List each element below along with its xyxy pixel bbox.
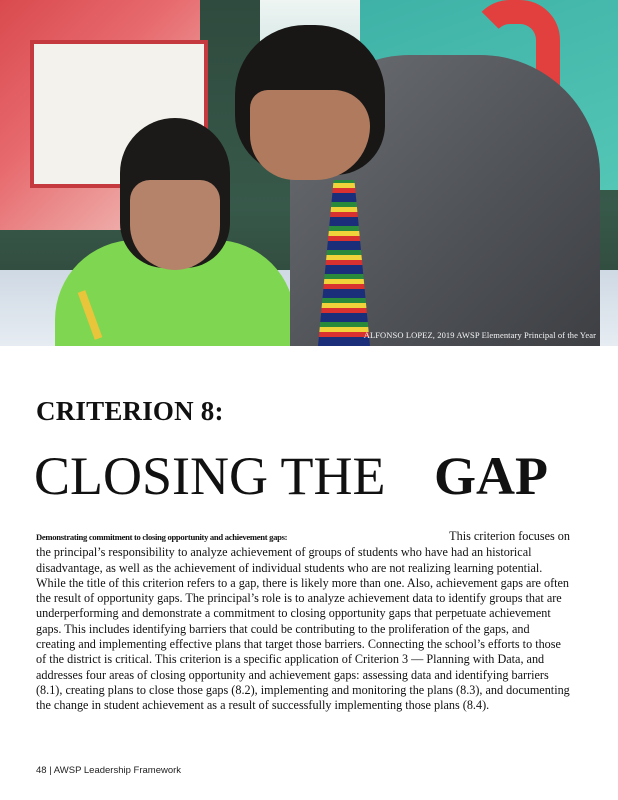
- body-paragraph: the principal’s responsibility to analyze achievement of groups of students who have had an historical disadvantage, as well as the achievement of individual students who are not realizing learning potential. While the title of this criterion refers to a gap, there is likely more than one. Also, achievement gaps are often the result of opportunity gaps. The principal’s role is to analyze achievement data to identify groups that are underperforming and demonstrate a commitment to closing opportunity gaps that perpetuate achievement gaps. This includes identifying barriers that could be contributing to the proliferation of the gaps, and creating and implementing effective plans that target those barriers. Connecting the school’s efforts to those of the district is critical. This criterion is a specific application of Criterion 3 — Planning with Data, and addresses four areas of closing opportunity and achievement gaps: assessing data and identifying barriers (8.1), creating plans to close those gaps (8.2), implementing and monitoring the plans (8.3), and documenting the change in student achievement as a result of successfully implementing those plans (8.4).: [36, 545, 570, 713]
- lead-phrase: Demonstrating commitment to closing opportunity and achievement gaps:: [36, 532, 288, 542]
- page-title: [34, 443, 594, 509]
- hero-photo: [0, 0, 618, 346]
- title-part-1: CLOSING THE: [34, 446, 386, 506]
- page-footer: 48 | AWSP Leadership Framework: [36, 765, 182, 776]
- criterion-label: CRITERION 8:: [36, 396, 224, 426]
- lead-continuation: This criterion focuses on: [449, 529, 570, 543]
- title-part-2: GAP: [434, 446, 548, 506]
- lead-line: [36, 529, 570, 545]
- student-face: [130, 180, 220, 270]
- body-text: [36, 529, 570, 714]
- photo-caption: ALFONSO LOPEZ, 2019 AWSP Elementary Principal of the Year: [363, 330, 596, 340]
